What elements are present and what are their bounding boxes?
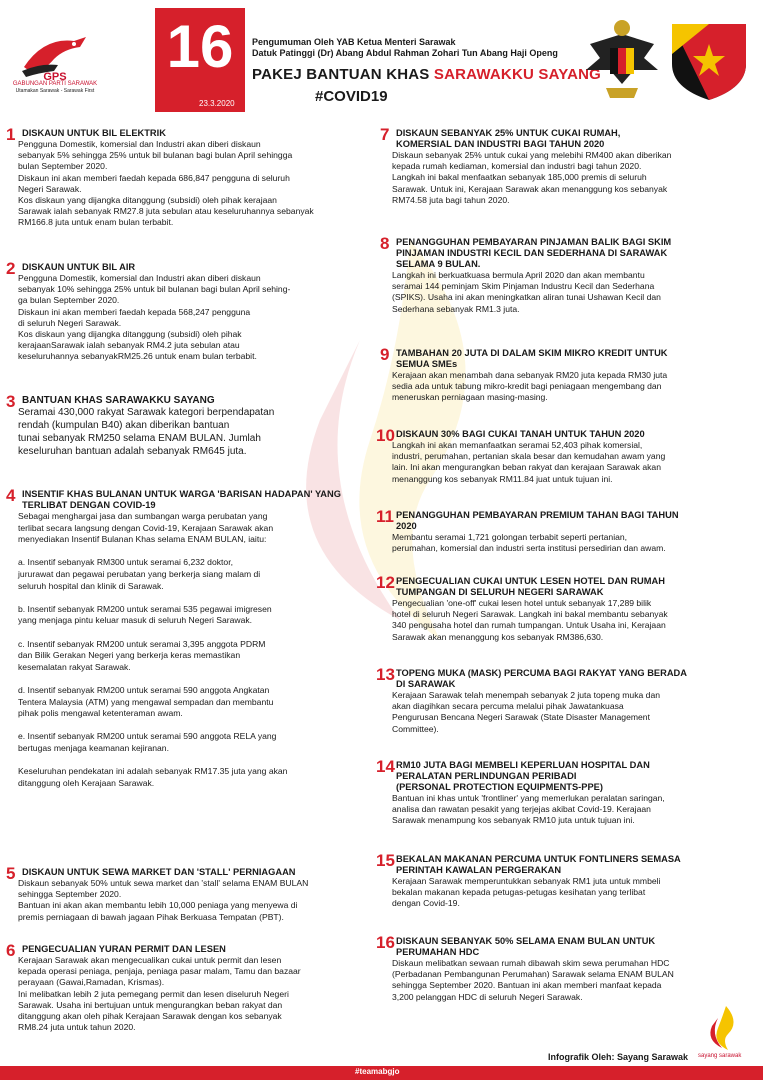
page-title (252, 66, 601, 83)
section-body: Langkah ini berkuatkuasa bermula April 2020 dan akan membantu seramai 144 peminjam Skim Pinjaman Industru Kecil dan Sederhana (SPIKS). Usaha ini akan meningkatkan aliran tunai Ushawan Kecil dan Sederhana sebanyak RM1.3 juta. (392, 270, 661, 314)
section-8 (380, 234, 758, 315)
section-15 (376, 851, 758, 910)
section-title: DISKAUN UNTUK SEWA MARKET DAN 'STALL' PERNIAGAAN (22, 867, 296, 877)
sayang-sarawak-flame-icon (704, 1004, 744, 1054)
section-body: Pengguna Domestik, komersial dan Industri akan diberi diskaun sebanyak 10% sehingga 25% untuk bil bulanan bagi bulan April sehing- ga bulan September 2020. Diskaun ini akan memberi faedah kepada 568,247 pengguna di seluruh Negeri Sarawak. Kos diskaun yang dijangka ditanggung (subsidi) oleh pihak kerajaanSarawak ialah sebanyak RM4.2 juta sebulan atau keseluruhannya sebanyakRM25.26 untuk enam bulan terbabit. (18, 273, 291, 362)
section-title: PENANGGUHAN PEMBAYARAN PREMIUM TAHAN BAGI TAHUN 2020 (396, 510, 679, 531)
section-body: Diskaun melibatkan sewaan rumah dibawah skim sewa perumahan HDC (Perbadanan Pembangunan Perumahan) Sarawak selama ENAM BULAN sehingga September 2020. Bantuan ini akan memberi manfaat kepada 3,200 pelanggan HDC di seluruh Negeri Sarawak. (392, 958, 674, 1002)
section-3 (6, 392, 376, 458)
section-body: Diskaun sebanyak 50% untuk sewa market dan 'stall' selama ENAM BULAN sehingga September 2020. Bantuan ini akan akan membantu lebih 10,000 peniaga yang menyewa di premis perniagaan di bawah jagaan Pihak Berkuasa Tempatan (PBT). (18, 878, 309, 922)
section-16 (376, 933, 758, 1003)
gps-logo-text (10, 71, 100, 95)
section-title: PENGECUALIAN YURAN PERMIT DAN LESEN (22, 944, 226, 954)
section-body: Kerajaan Sarawak memperuntukkan sebanyak RM1 juta untuk mmbeli bekalan makanan kepada petugas-petugas kesihatan yang terlibat dengan Covid-19. (392, 876, 661, 909)
gps-motto: Utamakan Sarawak - Sarawak First (15, 88, 95, 94)
gps-name: GPS (43, 71, 67, 83)
header (0, 0, 763, 120)
section-title: INSENTIF KHAS BULANAN UNTUK WARGA 'BARISAN HADAPAN' YANG TERLIBAT DENGAN COVID-19 (22, 489, 341, 510)
announcement-date: 23.3.2020 (199, 99, 235, 108)
infographic-credit: Infografik Oleh: Sayang Sarawak (548, 1052, 689, 1062)
section-number: 13 (376, 665, 395, 684)
title-part-b: SARAWAKKU SAYANG (433, 66, 601, 83)
section-number: 1 (6, 125, 16, 144)
section-2 (6, 259, 376, 363)
section-title: DISKAUN 30% BAGI CUKAI TANAH UNTUK TAHUN 2020 (396, 429, 645, 439)
section-number: 16 (376, 933, 395, 952)
section-5 (6, 864, 376, 923)
section-body: Kerajaan akan menambah dana sebanyak RM20 juta kepada RM30 juta sedia ada untuk tabung mikro-kredit bagi peniagaan mengembang dan meneruskan perniagaan masing-masing. (392, 370, 668, 403)
section-body: Kerajaan Sarawak telah menempah sebanyak 2 juta topeng muka dan akan diagihkan secara percuma melalui pihak Jawatankuasa Pengurusan Bencana Negeri Sarawak (State Disaster Management Committee). (392, 690, 661, 734)
section-number: 10 (376, 426, 395, 445)
gps-subtitle: GABUNGAN PARTI SARAWAK (12, 81, 98, 87)
section-body: Membantu seramai 1,721 golongan terbabit seperti pertanian, perumahan, komersial dan industri serta institusi persedirian dan awam. (392, 532, 666, 554)
section-body: Pengguna Domestik, komersial dan Industri akan diberi diskaun sebanyak 5% sehingga 25% untuk bil bulanan bagi bulan April sehingga bulan September 2020. Diskaun ini akan memberi faedah kepada 686,847 pengguna di seluruh Negeri Sarawak. Kos diskaun yang dijangka ditanggung (subsidi) oleh pihak kerajaan Sarawak ialah sebanyak RM27.8 juta sebulan atau keseluruhannya sebanyak RM166.8 juta untuk enam bulan terbabit. (18, 139, 314, 228)
section-title: RM10 JUTA BAGI MEMBELI KEPERLUAN HOSPITAL DAN PERALATAN PERLINDUNGAN PERIBADI (PERSONAL PROTECTION EQUIPMENTS-PPE) (396, 760, 650, 792)
section-title: DISKAUN UNTUK BIL AIR (22, 262, 136, 272)
section-9 (380, 345, 758, 404)
section-body: Sebagai menghargai jasa dan sumbangan warga perubatan yang terlibat secara langsung dengan Covid-19, Kerajaan Sarawak akan menyediakan Insentif Bulanan Khas selama ENAM BULAN, iaitu: a. Insentif sebanyak RM300 untuk seramai 6,232 doktor, jururawat dan pegawai perubatan yang berkerja siang malam di seluruh hospital dan klinik di Sarawak. b. Insentif sebanyak RM200 untuk seramai 535 pegawai imigresen yang menjaga pintu keluar masuk di seluruh Negeri Sarawak. c. Insentif sebanyak RM200 untuk seramai 3,395 anggota PDRM dan Bilik Gerakan Negeri yang berkerja keras memastikan kesemalatan rakyat Sarawak. d. Insentif sebanyak RM200 untuk seramai 590 anggota Angkatan Tentera Malaysia (ATM) yang mengawal sempadan dan membantu pihak polis mengawal ketenteraman awam. e. Insentif sebanyak RM200 untuk seramai 590 anggota RELA yang bertugas menjaga keamanan kejiranan. Keseluruhan pendekatan ini adalah sebanyak RM17.35 juta yang akan ditanggung oleh Kerajaan Sarawak. (18, 511, 288, 788)
section-number: 14 (376, 757, 395, 776)
section-title: PENANGGUHAN PEMBAYARAN PINJAMAN BALIK BAGI SKIM PINJAMAN INDUSTRI KECIL DAN SEDERHANA DI SARAWAK SELAMA 9 BULAN. (396, 237, 672, 269)
section-10 (376, 426, 758, 485)
section-number: 7 (380, 125, 390, 144)
section-number: 11 (376, 507, 394, 526)
section-number: 5 (6, 864, 16, 883)
section-number: 3 (6, 392, 16, 411)
section-title: DISKAUN SEBANYAK 50% SELAMA ENAM BULAN UNTUK PERUMAHAN HDC (396, 936, 656, 957)
title-part-a: PAKEJ BANTUAN KHAS (252, 66, 434, 83)
section-13 (376, 665, 758, 735)
section-6 (6, 941, 376, 1033)
bottom-hashtag: #teamabgjo (355, 1067, 400, 1076)
section-11 (376, 507, 758, 554)
section-title: DISKAUN SEBANYAK 25% UNTUK CUKAI RUMAH, KOMERSIAL DAN INDUSTRI BAGI TAHUN 2020 (396, 128, 621, 149)
section-number: 6 (6, 941, 16, 960)
sarawak-crest-icon (580, 14, 664, 104)
section-body: Langkah ini akan memanfaatkan seramai 52,403 pihak komersial, industri, perumahan, pertanian skala besar dan kemudahan awam yang lain. Ini akan mengurangkan beban rakyat dan kerajaan Sarawak akan menanggung kos sebanyak RM11.84 juat untuk tujuan ini. (392, 440, 666, 484)
section-title: TAMBAHAN 20 JUTA DI DALAM SKIM MIKRO KREDIT UNTUK SEMUA SMEs (396, 348, 668, 369)
section-number: 9 (380, 345, 390, 364)
section-body: Bantuan ini khas untuk 'frontliner' yang memerlukan peralatan saringan, analisa dan rawatan pesakit yang terjejas akibat Covid-19. Kerajaan Sarawak menampung kos sebanyak RM10 juta untuk tujuan ini. (392, 793, 665, 826)
section-14 (376, 757, 758, 827)
section-title: BEKALAN MAKANAN PERCUMA UNTUK FONTLINERS SEMASA PERINTAH KAWALAN PERGERAKAN (396, 854, 681, 875)
hashtag-covid: #COVID19 (315, 88, 388, 105)
section-title: DISKAUN UNTUK BIL ELEKTRIK (22, 128, 166, 138)
section-title: PENGECUALIAN CUKAI UNTUK LESEN HOTEL DAN RUMAH TUMPANGAN DI SELURUH NEGERI SARAWAK (396, 576, 665, 597)
section-body: Kerajaan Sarawak akan mengecualikan cukai untuk permit dan lesen kepada operasi peniaga, penjaja, peniaga pasar malam, Tamu dan bazaar perayaan (Gawai,Ramadan, Krismas). Ini melibatkan lebih 2 juta pemegang permit dan lesen diseluruh Negeri Sarawak. Usaha ini bertujuan untuk mengurangkan beban rakyat dan ditanggung akan oleh pihak Kerajaan Sarawak dengan kos sebanyak RM8.24 juta untuk tahun 2020. (18, 955, 301, 1033)
announcement-person: Datuk Patinggi (Dr) Abang Abdul Rahman Zohari Tun Abang Haji Openg (252, 48, 558, 58)
announcement-number: 16 (166, 13, 234, 80)
section-number: 4 (6, 486, 16, 505)
sarawak-shield-icon (664, 14, 754, 104)
section-number: 15 (376, 851, 395, 870)
section-title: BANTUAN KHAS SARAWAKKU SAYANG (22, 395, 215, 406)
sayang-sarawak-brand: sayang sarawak (698, 1053, 742, 1059)
announcement-by: Pengumuman Oleh YAB Ketua Menteri Sarawak (252, 37, 456, 47)
section-body: Diskaun sebanyak 25% untuk cukai yang melebihi RM400 akan diberikan kepada rumah kediaman, komersial dan industri bagi tahun 2020. Langkah ini bakal menfaatkan sebanyak 185,000 premis di seluruh Sarawak. Untuk ini, Kerajaan Sarawak akan menanggung kos sebanyak RM74.58 juta bagi tahun 2020. (392, 150, 672, 205)
section-12 (376, 573, 758, 643)
section-title: TOPENG MUKA (MASK) PERCUMA BAGI RAKYAT YANG BERADA DI SARAWAK (396, 668, 687, 689)
section-body: Pengecualian 'one-off' cukai lesen hotel untuk sebanyak 17,289 bilik hotel di seluruh Negeri Sarawak. Langkah ini bakal membantu sebanyak 340 pengusaha hotel dan rumah tumpangan. Untuk Usaha ini, Kerajaan Sarawak akan menanggung kos sebanyak RM386,630. (392, 598, 668, 642)
section-7 (380, 125, 758, 206)
section-4 (6, 486, 376, 789)
section-number: 2 (6, 259, 16, 278)
section-1 (6, 125, 376, 229)
section-number: 8 (380, 234, 390, 253)
section-number: 12 (376, 573, 395, 592)
section-body: Seramai 430,000 rakyat Sarawak kategori berpendapatan rendah (kumpulan B40) akan diberikan bantuan tunai sebanyak RM250 selama ENAM BULAN. Jumlah keseluruhan bantuan adalah sebanyak RM645 juta. (18, 407, 275, 457)
